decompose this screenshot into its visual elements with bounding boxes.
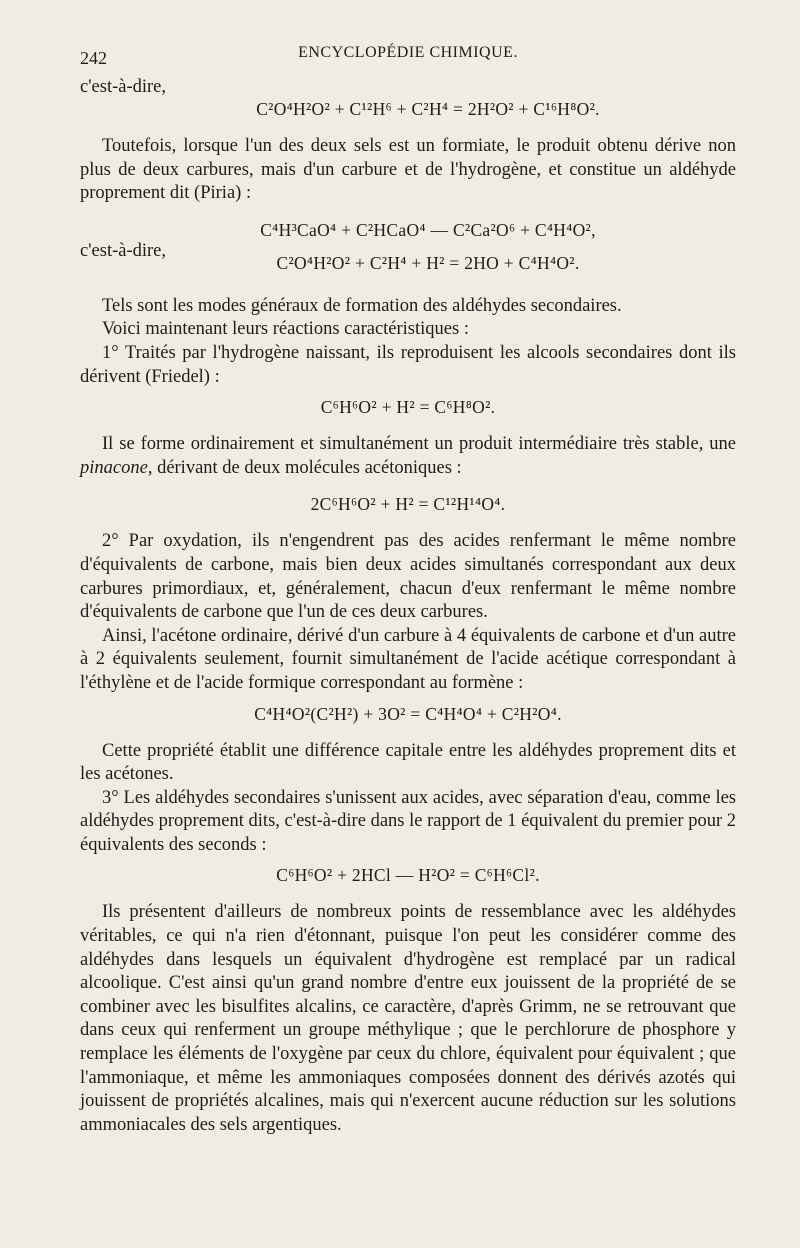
paragraph-10: Ils présentent d'ailleurs de nombreux points de ressemblance avec les aldéhydes véritables, ce qui n'a rien d'étonnant, puisque l'on peut les considérer comme des aldéhydes dans lesquels un équivalent d'hydrogène est remplacé par un radical alcoolique. C'est ainsi qu'un grand nombre d'entre eux jouissent de la propriété de se combiner avec les bisulfites alcalins, ce caractère, d'après Grimm, ne se retrouvant que dans ceux qui renferment un groupe méthylique ; que le perchlorure de phosphore y remplace les éléments de l'oxygène par ceux du chlore, équivalent pour équivalent ; que l'ammoniaque, et même les ammoniaques composées donnent des dérivés azotés qui jouissent de propriétés alcalines, mais qui n'exercent aucune réduction sur les solutions ammoniacales des sels argentiques. <box>80 902 736 1135</box>
page-number: 242 <box>80 48 107 68</box>
paragraph-5-text-b: , dérivant de deux molécules acétoniques : <box>147 457 462 478</box>
formula-7: C⁶H⁶O² + 2HCl — H²O² = C⁶H⁶Cl². <box>276 865 540 886</box>
paragraph-4: 1° Traités par l'hydrogène naissant, ils reproduisent les alcools secondaires dont ils dérivent (Friedel) : <box>80 342 736 387</box>
paragraph-1: Toutefois, lorsque l'un des deux sels est un formiate, le produit obtenu dérive non plus de deux carbures, mais d'un carbure et de l'hydrogène, et constitue un aldéhyde proprement dit (Piria) : <box>80 136 736 204</box>
paragraph-6: 2° Par oxydation, ils n'engendrent pas des acides renfermant le même nombre d'équivalents de carbone, mais bien deux acides simultanés correspondant aux deux carbures primordiaux, et, généralement, chacun d'eux renfermant le même nombre d'équivalents de carbone que l'un de ces deux carbures. <box>80 531 736 623</box>
paragraph-3: Voici maintenant leurs réactions caractéristiques : <box>102 319 469 340</box>
formula-2: C⁴H³CaO⁴ + C²HCaO⁴ — C²Ca²O⁶ + C⁴H⁴O², <box>260 219 596 240</box>
formula-3: C²O⁴H²O² + C²H⁴ + H² = 2HO + C⁴H⁴O². <box>276 252 580 273</box>
formula-4: C⁶H⁶O² + H² = C⁶H⁸O². <box>320 397 496 418</box>
paragraph-2: Tels sont les modes généraux de formation des aldéhydes secondaires. <box>102 295 622 316</box>
paragraph-7: Ainsi, l'acétone ordinaire, dérivé d'un carbure à 4 équivalents de carbone et d'un autre à 2 équivalents seulement, fournit simultanément de l'acide acétique correspondant à l'éthylène et de l'acide formique correspondant au formène : <box>80 625 736 693</box>
paragraph-5 <box>80 433 736 480</box>
running-title: ENCYCLOPÉDIE CHIMIQUE. <box>298 44 518 61</box>
formula-5: 2C⁶H⁶O² + H² = C¹²H¹⁴O⁴. <box>310 494 506 515</box>
paragraph-5-text-a: Il se forme ordinairement et simultanément un produit intermédiaire très stable, une <box>102 434 736 455</box>
paragraph-9: 3° Les aldéhydes secondaires s'unissent aux acides, avec séparation d'eau, comme les aldéhydes proprement dits, c'est-à-dire dans le rapport de 1 équivalent du premier pour 2 équivalents des seconds : <box>80 787 736 855</box>
formula-1: C²O⁴H²O² + C¹²H⁶ + C²H⁴ = 2H²O² + C¹⁶H⁸O². <box>256 99 600 119</box>
pinacone-term: pinacone <box>80 457 148 478</box>
intro-label-1: c'est-à-dire, <box>80 77 167 97</box>
intro-label-2: c'est-à-dire, <box>80 240 167 261</box>
page-header <box>80 42 736 72</box>
paragraph-8: Cette propriété établit une différence capitale entre les aldéhydes proprement dits et les acétones. <box>80 740 736 785</box>
formula-6: C⁴H⁴O²(C²H²) + 3O² = C⁴H⁴O⁴ + C²H²O⁴. <box>254 703 562 724</box>
